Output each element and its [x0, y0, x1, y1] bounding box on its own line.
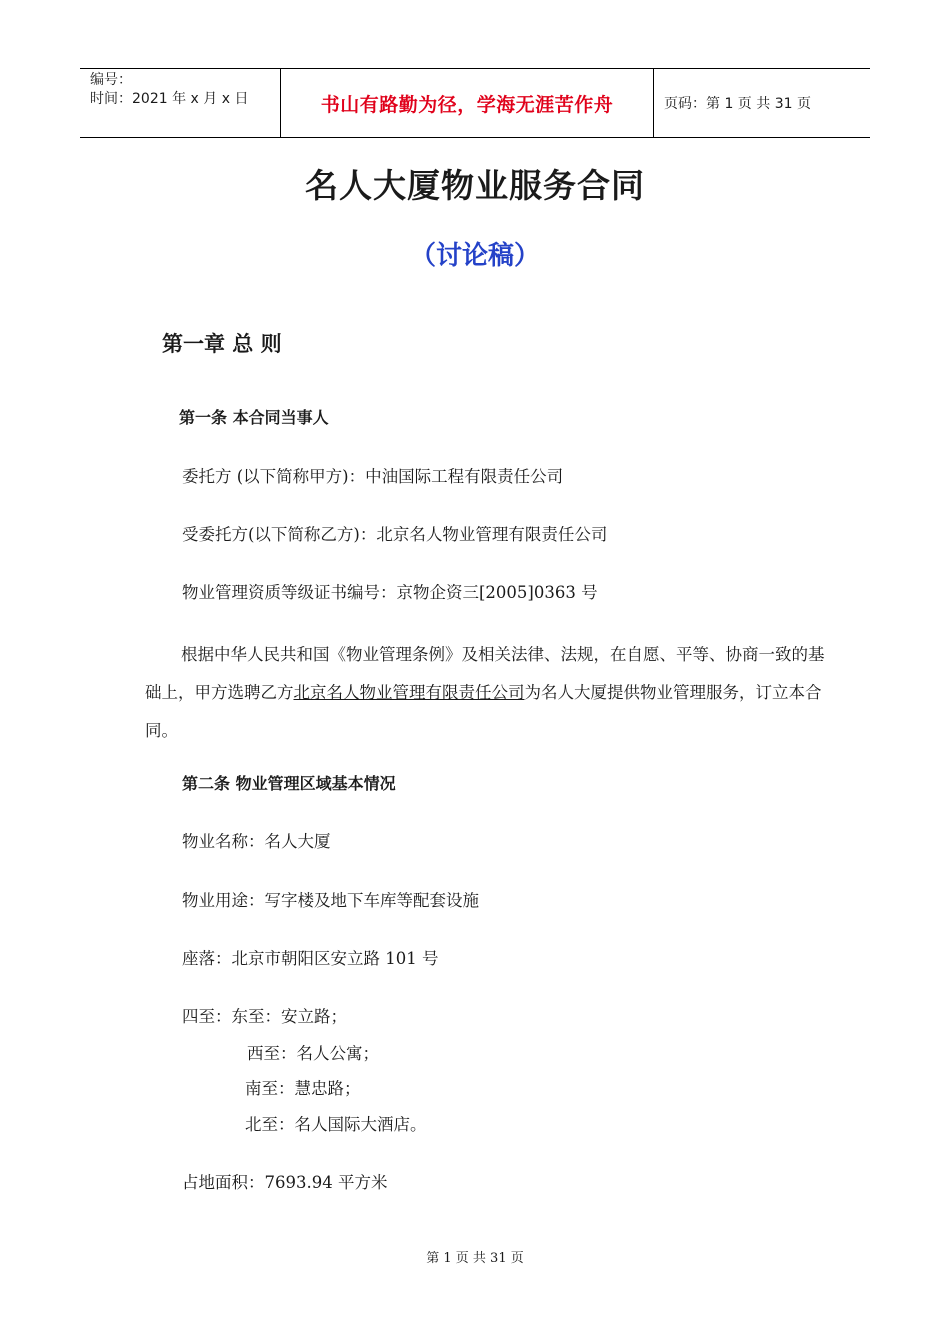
property-name-line: 物业名称：名人大厦 [182, 832, 331, 851]
land-area-line: 占地面积：7693.94 平方米 [182, 1173, 388, 1192]
header-meta [80, 69, 281, 137]
bounds-east-line: 四至：东至：安立路； [182, 1007, 347, 1026]
header-motto-cell [281, 69, 654, 137]
certificate-line: 物业管理资质等级证书编号：京物企资三[2005]0363 号 [182, 583, 598, 602]
article-1-paragraph [145, 636, 830, 750]
party-a-line: 委托方 (以下简称甲方)：中油国际工程有限责任公司 [182, 467, 564, 486]
property-location-line: 座落：北京市朝阳区安立路 101 号 [182, 949, 439, 968]
paragraph-text-after: 为名人大厦提供物业管理服务，订立本合同。 [145, 683, 822, 740]
header-motto: 书山有路勤为径，学海无涯苦作舟 [320, 93, 614, 116]
page-footer: 第 1 页 共 31 页 [426, 1251, 524, 1266]
bounds-west-line: 西至：名人公寓； [247, 1044, 379, 1063]
paragraph-text-before: 根据中华人民共和国《物业管理条例》及相关法律、法规，在自愿、平等、协商一致的基础上，甲方选聘乙方 [145, 645, 825, 702]
document-number-label: 编号： [90, 72, 132, 88]
article-2-heading: 第二条 物业管理区域基本情况 [182, 774, 396, 793]
header-page-info: 页码：第 1 页 共 31 页 [664, 96, 811, 112]
document-time-label: 时间：2021 年 x 月 x 日 [90, 91, 249, 107]
bounds-north-line: 北至：名人国际大酒店。 [245, 1115, 427, 1134]
paragraph-underlined-company: 北京名人物业管理有限责任公司 [293, 683, 525, 702]
party-b-line: 受委托方(以下简称乙方)：北京名人物业管理有限责任公司 [182, 525, 608, 544]
article-1-heading: 第一条 本合同当事人 [179, 408, 329, 427]
bounds-south-line: 南至：慧忠路； [245, 1079, 361, 1098]
page-header [80, 68, 870, 138]
document-title: 名人大厦物业服务合同 [305, 166, 645, 205]
chapter-heading: 第一章 总 则 [162, 332, 282, 356]
document-subtitle: （讨论稿） [409, 241, 540, 271]
property-usage-line: 物业用途：写字楼及地下车库等配套设施 [182, 891, 479, 910]
